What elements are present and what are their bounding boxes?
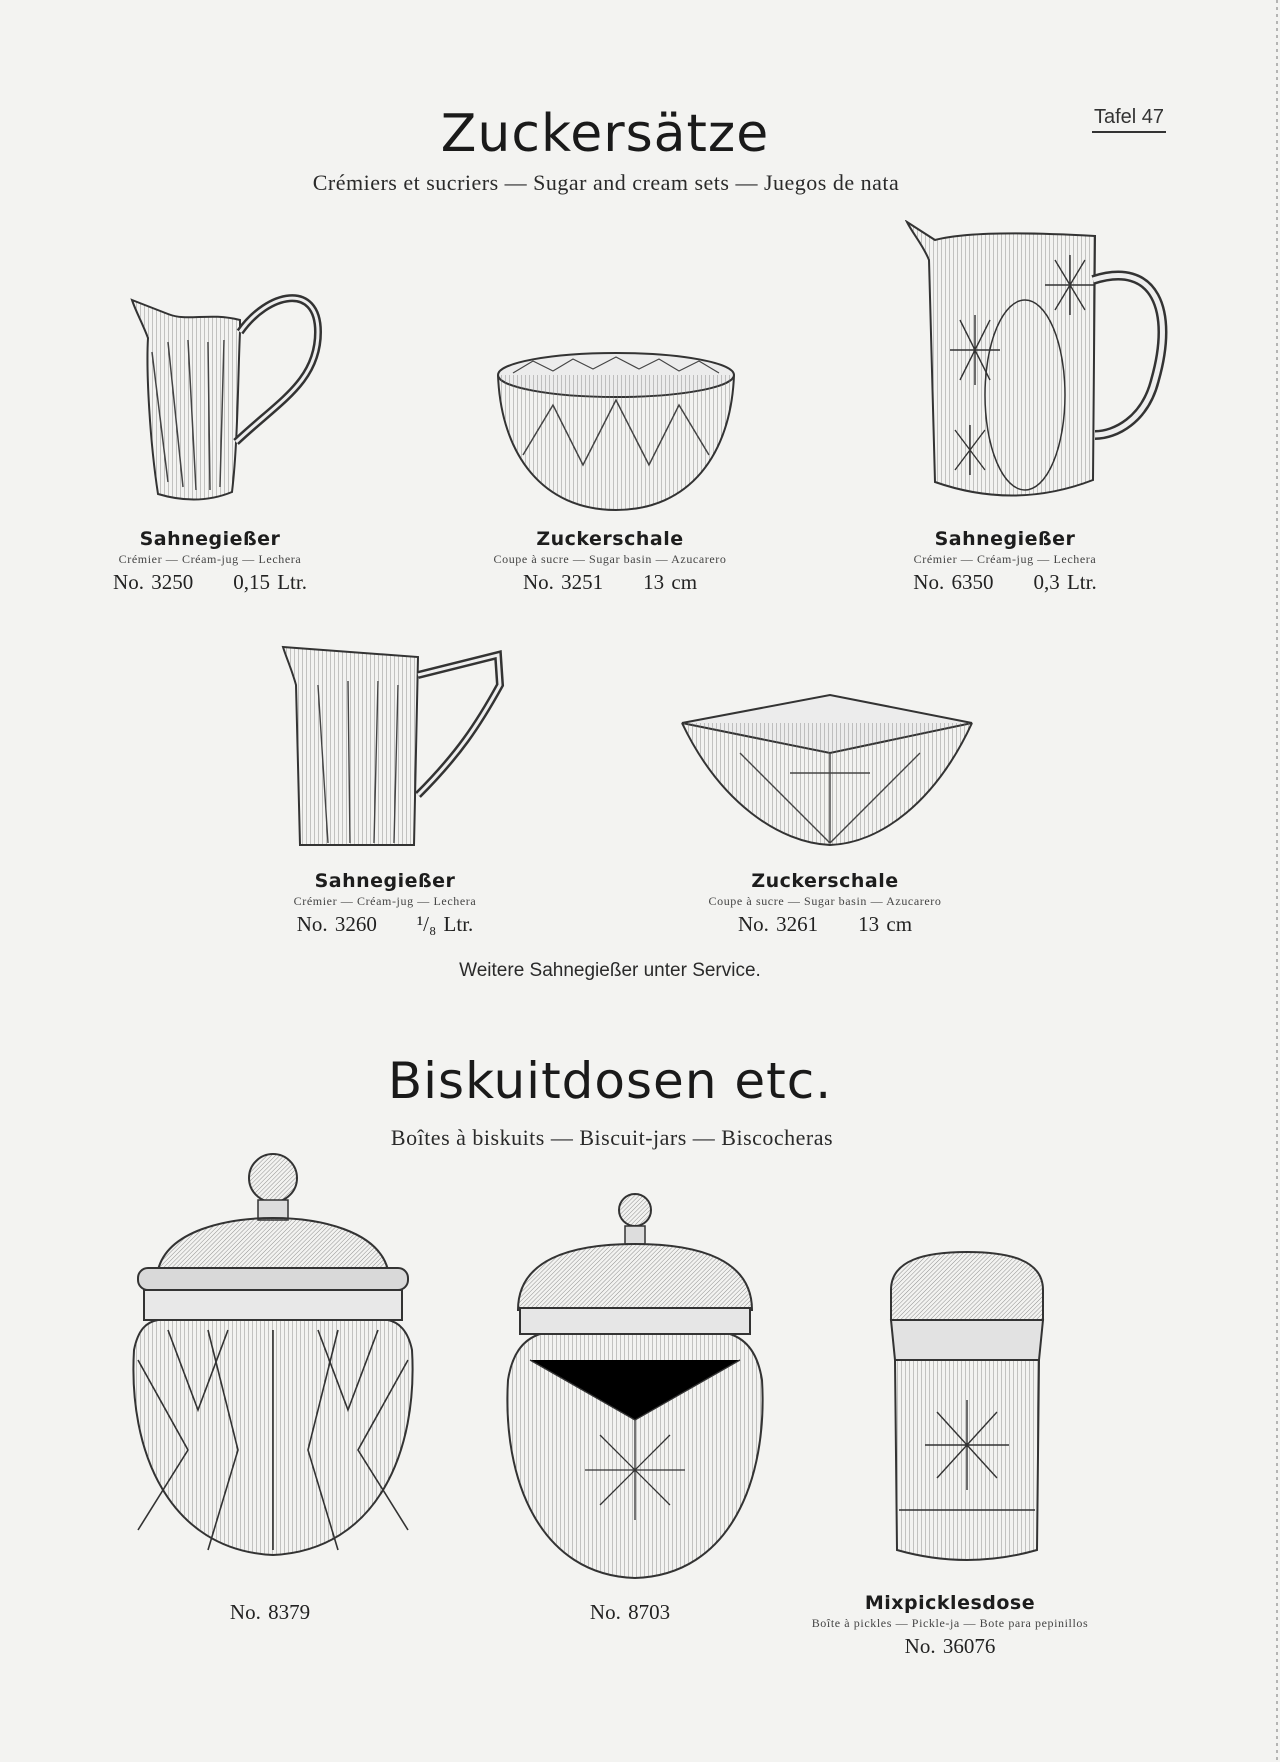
section-subtitle-sugar-sets: Crémiers et sucriers — Sugar and cream sets — Juegos de nata [312, 170, 900, 195]
item-number-size [440, 570, 780, 595]
cream-jug-3260-illustration [278, 645, 513, 855]
item-number: No. 8703 [589, 1600, 671, 1624]
item-size: 13 cm [643, 570, 698, 594]
item-size: ¹/₈ Ltr. [416, 912, 474, 936]
item-caption-3260 [250, 870, 520, 937]
item-name: Mixpicklesdose [864, 1592, 1036, 1614]
item-name: Zuckerschale [536, 528, 684, 550]
item-size: 0,15 Ltr. [233, 570, 307, 594]
item-number: No. 3261 [737, 912, 819, 936]
item-caption-36076 [760, 1592, 1140, 1659]
item-size: 0,3 Ltr. [1033, 570, 1097, 594]
item-number: No. 3251 [522, 570, 604, 594]
item-number: No. 3250 [113, 570, 194, 594]
item-caption-3250 [70, 528, 350, 595]
pickle-jar-36076-illustration [885, 1250, 1050, 1570]
item-translations: Crémier — Créam-jug — Lechera [118, 552, 302, 566]
page-edge [1276, 0, 1278, 1762]
item-number: No. 6350 [913, 570, 994, 594]
item-number: No. 3260 [296, 912, 377, 936]
item-name: Zuckerschale [751, 870, 899, 892]
sugar-bowl-3261-illustration [680, 693, 975, 853]
item-translations: Crémier — Créam-jug — Lechera [293, 894, 477, 908]
section-title-sugar-sets: Zuckersätze [440, 104, 770, 164]
item-translations: Boîte à pickles — Pickle-ja — Bote para pepinillos [811, 1616, 1089, 1630]
item-number-size [250, 912, 520, 937]
item-number-size [640, 912, 1010, 937]
item-name: Sahnegießer [314, 870, 456, 892]
item-translations: Coupe à sucre — Sugar basin — Azucarero [708, 894, 942, 908]
cream-jug-3250-illustration [128, 292, 348, 512]
item-caption-3261 [640, 870, 1010, 937]
item-name: Sahnegießer [139, 528, 281, 550]
biscuit-jar-8703-illustration [500, 1190, 770, 1585]
item-size: 13 cm [858, 912, 913, 936]
section-title-biscuit-jars: Biskuitdosen etc. [387, 1052, 833, 1110]
item-translations: Crémier — Créam-jug — Lechera [913, 552, 1097, 566]
footnote-more-cream-jugs: Weitere Sahnegießer unter Service. [459, 960, 761, 981]
item-number-size [70, 570, 350, 595]
sugar-basin-3251-illustration [493, 345, 739, 515]
item-translations: Coupe à sucre — Sugar basin — Azucarero [493, 552, 727, 566]
section-subtitle-biscuit-jars: Boîtes à biskuits — Biscuit-jars — Biscocheras [390, 1125, 834, 1150]
item-caption-3251 [440, 528, 780, 595]
item-caption-6350 [870, 528, 1140, 595]
biscuit-jar-8379-illustration [128, 1150, 418, 1580]
item-caption-8703 [530, 1597, 730, 1625]
item-caption-8379 [170, 1597, 370, 1625]
item-number: No. 36076 [904, 1634, 996, 1658]
plate-number: Tafel 47 [1092, 106, 1166, 133]
item-number: No. 8379 [229, 1600, 311, 1624]
cream-jug-6350-illustration [905, 220, 1175, 510]
item-number-size [870, 570, 1140, 595]
item-name: Sahnegießer [934, 528, 1076, 550]
